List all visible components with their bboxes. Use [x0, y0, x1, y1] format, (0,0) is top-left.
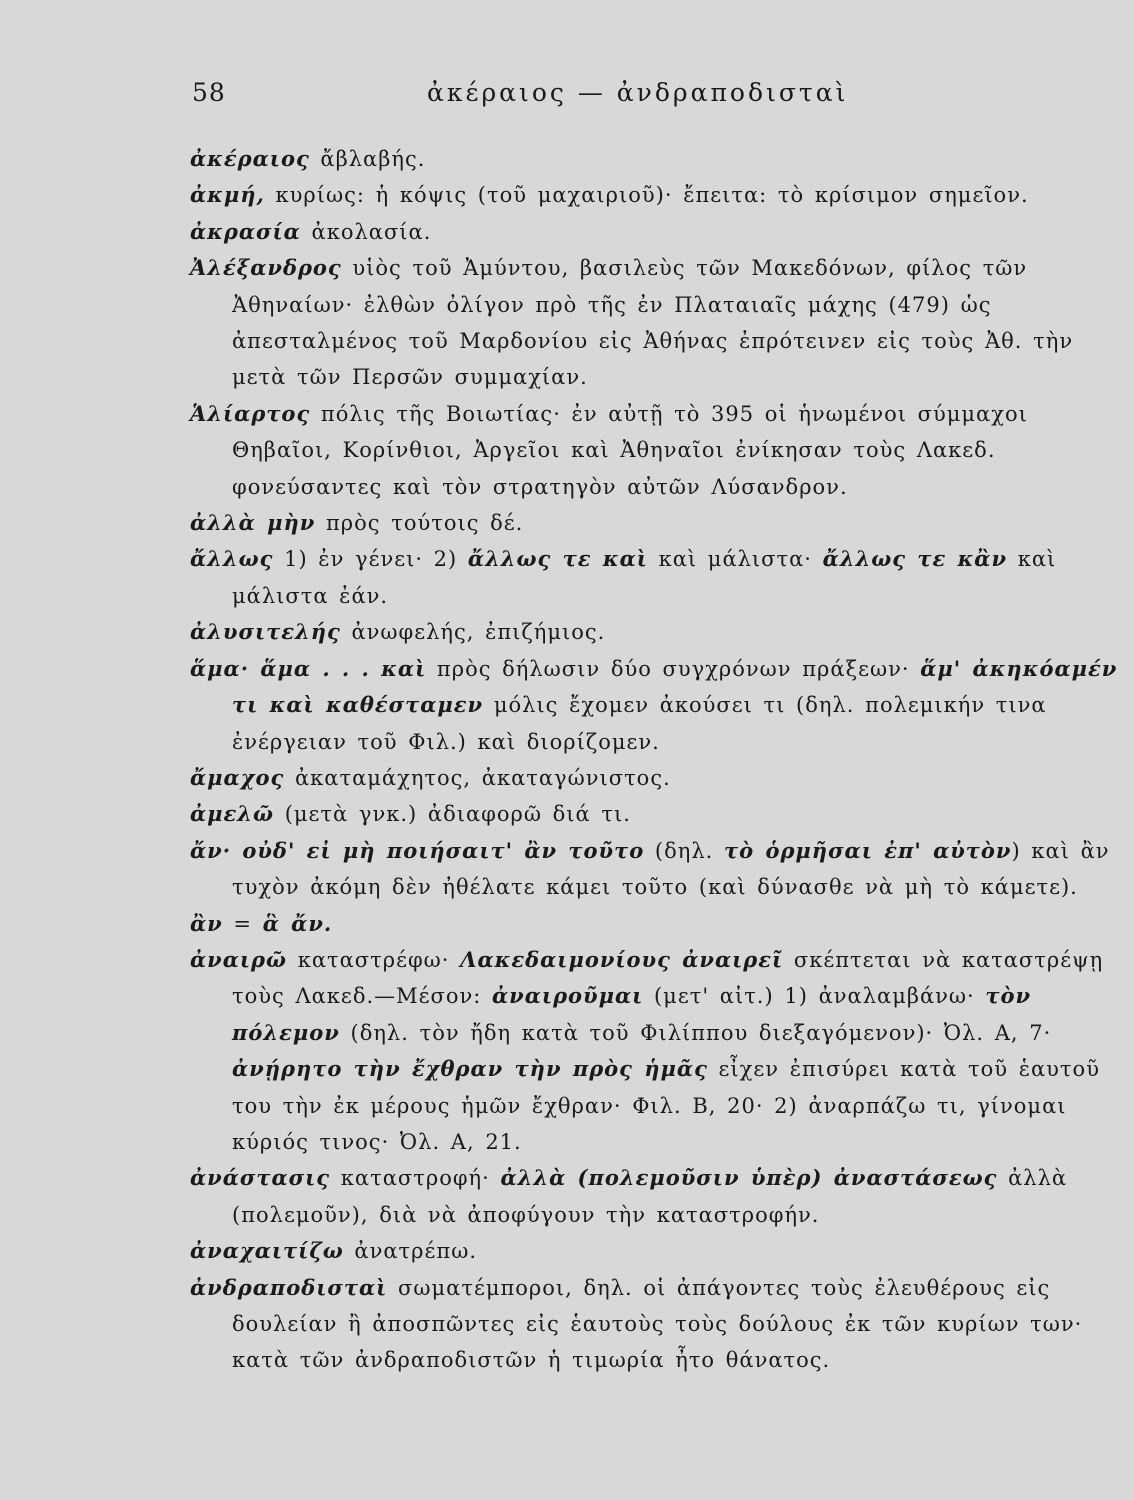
phrase: ἄλλως τε κἂν [822, 546, 1008, 572]
definition: σκέπτεται νὰ καταστρέψῃ τοὺς Λακεδ.—Μέσον: [232, 947, 1104, 1009]
lemma: ἀνάστασις [190, 1165, 331, 1191]
lemma: ἅμα· ἅμα . . . καὶ [190, 655, 427, 681]
entry-akrasia [190, 214, 1120, 250]
lemma: ἀκέραιος [190, 146, 310, 171]
definition: ἀνατρέπω. [343, 1239, 477, 1264]
definition: καὶ μάλιστα· [647, 547, 823, 572]
running-head: ἀκέραιος — ἀνδραποδισταὶ [427, 78, 849, 107]
entry-haliartos [190, 396, 1120, 505]
entry-alla-men [190, 505, 1120, 541]
entry-akme [190, 177, 1120, 213]
lemma: ἄν· οὐδ' εἰ μὴ ποιήσαιτ' ἂν τοῦτο [190, 837, 645, 863]
definition: υἱὸς τοῦ Ἀμύντου, βασιλεὺς τῶν Μακεδόνων, φίλος τῶν Ἀθηναίων· ἐλθὼν ὀλίγον πρὸ τῆς ἐν Πλαταιαῖς μάχης (479) ὡς ἀπεσταλμένος τοῦ Μαρδονίου εἰς Ἀθήνας ἐπρότεινεν εἰς τοὺς Ἀθ. τὴν μετὰ τῶν Περσῶν συμμαχίαν. [232, 256, 1074, 390]
page-number: 58 [192, 78, 226, 107]
definition: μόλις ἔχομεν ἀκούσει τι (δηλ. πολεμικήν τινα ἐνέργειαν τοῦ Φιλ.) καὶ διορίζομεν. [232, 693, 1047, 754]
lemma: Ἀλέξανδρος [190, 255, 342, 281]
definition: πρὸς δήλωσιν δύο συγχρόνων πράξεων· [426, 656, 921, 681]
entry-allos [190, 541, 1120, 614]
phrase: ἀναιροῦμαι [492, 983, 644, 1009]
lemma: ἄλλως [190, 546, 274, 572]
phrase: ἀλλὰ (πολεμοῦσιν ὑπὲρ) ἀναστάσεως [500, 1165, 998, 1191]
phrase: ἅμ' ἀκηκόαμέν τι καὶ καθέσταμεν [232, 655, 1118, 718]
lemma: ἀνδραποδισταὶ [190, 1274, 388, 1300]
definition: = [222, 911, 263, 936]
lemma: ἀναχαιτίζω [190, 1238, 344, 1264]
lemma: Ἁλίαρτος [190, 400, 311, 426]
entry-an-oud-ei [190, 833, 1120, 906]
definition: ἀνωφελής, ἐπιζήμιος. [340, 620, 606, 645]
entry-andrapodistai [190, 1270, 1120, 1379]
page-header [192, 78, 1072, 118]
definition: (μετ' αἰτ.) 1) ἀναλαμβάνω· [643, 984, 986, 1009]
lemma: ἀκρασία [190, 218, 301, 244]
dictionary-entries [190, 141, 1120, 1379]
entry-alexandros [190, 250, 1120, 396]
entry-amelo [190, 796, 1120, 832]
definition: ἀκαταμάχητος, ἀκαταγώνιστος. [284, 765, 671, 790]
definition: πόλις τῆς Βοιωτίας· ἐν αὐτῇ τὸ 395 οἱ ἡνωμένοι σύμμαχοι Θηβαῖοι, Κορίνθιοι, Ἀργεῖοι καὶ Ἀθηναῖοι ἐνίκησαν τοὺς Λακεδ. φονεύσαντες καὶ τὸν στρατηγὸν αὐτῶν Λύσανδρον. [232, 401, 1028, 499]
lemma: ἀμελῶ [190, 801, 275, 827]
phrase: τὸν πόλεμον [232, 983, 1032, 1045]
phrase: ἄλλως τε καὶ [467, 546, 648, 572]
definition: σωματέμποροι, δηλ. οἱ ἀπάγοντες τοὺς ἐλευθέρους εἰς δουλείαν ἢ ἀποσπῶντες εἰς ἑαυτοὺς τοὺς δούλους ἐκ τῶν κυρίων των· κατὰ τῶν ἀνδραποδιστῶν ἡ τιμωρία ἦτο θάνατος. [232, 1275, 1083, 1373]
lemma: ἄμαχος [190, 764, 285, 790]
definition: καὶ μάλιστα ἐάν. [232, 547, 1057, 608]
definition: πρὸς τούτοις δέ. [315, 511, 524, 536]
definition: καταστροφή· [330, 1166, 501, 1191]
entry-an [190, 906, 1120, 942]
phrase: τὸ ὁρμῆσαι ἐπ' αὐτὸν [724, 837, 1012, 863]
phrase: ἃ ἄν. [262, 910, 333, 936]
definition: κυρίως: ἡ κόψις (τοῦ μαχαιριοῦ)· ἔπειτα: τὸ κρίσιμον σημεῖον. [264, 183, 1029, 208]
phrase: Λακεδαιμονίους ἀναιρεῖ [460, 946, 784, 972]
definition: ἀλλὰ (πολεμοῦν), διὰ νὰ ἀποφύγουν τὴν καταστροφήν. [232, 1166, 1068, 1227]
lemma: ἂν [190, 910, 223, 936]
definition: (μετὰ γνκ.) ἀδιαφορῶ διά τι. [274, 802, 631, 827]
lemma: ἀναιρῶ [190, 946, 288, 972]
definition: ἀκολασία. [300, 219, 432, 244]
lemma: ἀλυσιτελής [190, 619, 341, 645]
entry-alysiteles [190, 614, 1120, 650]
entry-hama [190, 651, 1120, 760]
lemma: ἀκμή, [190, 182, 265, 208]
definition: (δηλ. [644, 838, 725, 863]
entry-amachos [190, 760, 1120, 796]
entry-anachaitizo [190, 1233, 1120, 1269]
lemma: ἀλλὰ μὴν [190, 510, 316, 536]
definition: 1) ἐν γένει· 2) [273, 547, 468, 572]
definition: καταστρέφω· [287, 947, 461, 972]
definition: ἄβλαβής. [309, 147, 426, 171]
definition: εἶχεν ἐπισύρει κατὰ τοῦ ἑαυτοῦ του τὴν ἐκ μέρους ἡμῶν ἔχθραν· Φιλ. Β, 20· 2) ἀναρπάζω τι, γίνομαι κύριός τινος· Ὀλ. Α, 21. [232, 1057, 1100, 1154]
entry-anairo [190, 942, 1120, 1160]
entry-akeraios [190, 141, 1120, 177]
entry-anastasis [190, 1160, 1120, 1233]
phrase: ἀνῄρητο τὴν ἔχθραν τὴν πρὸς ἡμᾶς [232, 1056, 708, 1082]
definition: (δηλ. τὸν ἤδη κατὰ τοῦ Φιλίππου διεξαγόμενον)· Ὀλ. Α, 7· [339, 1020, 1052, 1045]
definition: ) καὶ ἂν τυχὸν ἀκόμη δὲν ἠθέλατε κάμει τοῦτο (καὶ δύνασθε νὰ μὴ τὸ κάμετε). [232, 838, 1110, 900]
